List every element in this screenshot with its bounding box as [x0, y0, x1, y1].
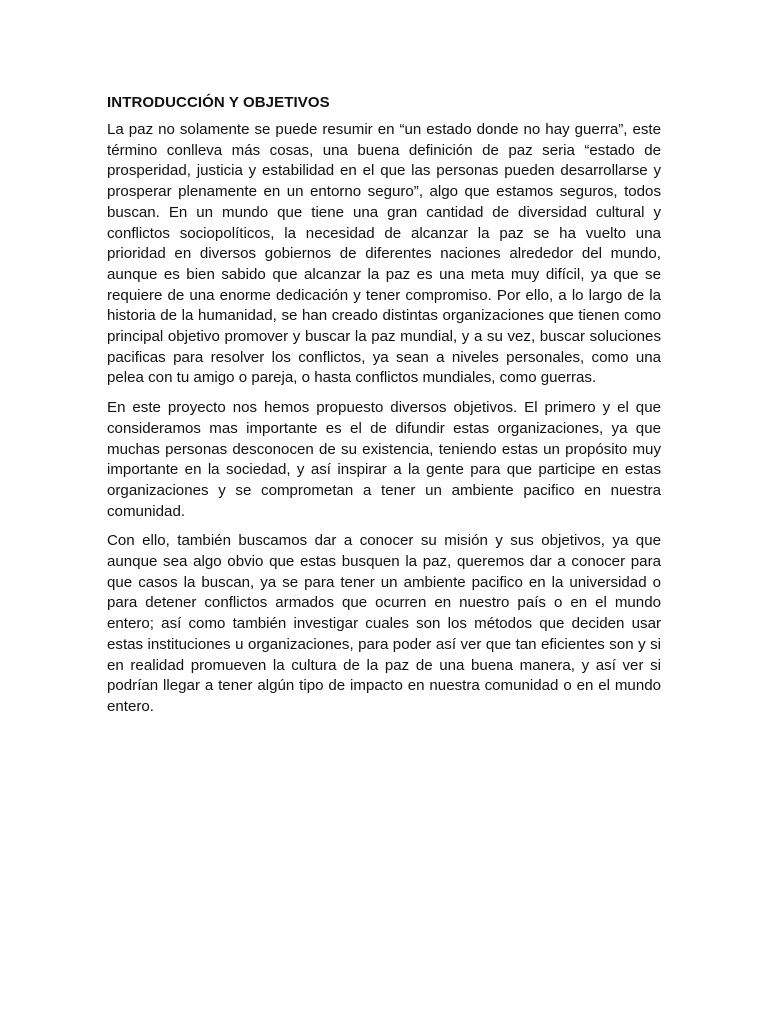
section-heading: INTRODUCCIÓN Y OBJETIVOS	[107, 94, 330, 111]
paragraph-objectives: En este proyecto nos hemos propuesto diversos objetivos. El primero y el que consideramos mas importante es el de difundir estas organizaciones, ya que muchas personas desconocen de su existencia, teniendo estas un propósito muy importante en la sociedad, y así inspirar a la gente para que participe en estas organizaciones y se comprometan a tener un ambiente pacifico en nuestra comunidad.	[107, 399, 661, 520]
document-page	[107, 94, 661, 727]
paragraph-intro: La paz no solamente se puede resumir en “un estado donde no hay guerra”, este término conlleva más cosas, una buena definición de paz seria “estado de prosperidad, justicia y estabilidad en el que las personas pueden desarrollarse y prosperar plenamente en un entorno seguro”, algo que estamos seguros, todos buscan. En un mundo que tiene una gran cantidad de diversidad cultural y conflictos sociopolíticos, la necesidad de alcanzar la paz se ha vuelto una prioridad en diversos gobiernos de diferentes naciones alrededor del mundo, aunque es bien sabido que alcanzar la paz es una meta muy difícil, ya que se requiere de una enorme dedicación y tener compromiso. Por ello, a lo largo de la historia de la humanidad, se han creado distintas organizaciones que tienen como principal objetivo promover y buscar la paz mundial, y a su vez, buscar soluciones pacificas para resolver los conflictos, ya sean a niveles personales, como una pelea con tu amigo o pareja, o hasta conflictos mundiales, como guerras.	[107, 121, 661, 387]
paragraph-mission: Con ello, también buscamos dar a conocer su misión y sus objetivos, ya que aunque sea algo obvio que estas busquen la paz, queremos dar a conocer para que casos la buscan, ya se para tener un ambiente pacifico en la universidad o para detener conflictos armados que ocurren en nuestro país o en el mundo entero; así como también investigar cuales son los métodos que deciden usar estas instituciones u organizaciones, para poder así ver que tan eficientes son y si en realidad promueven la cultura de la paz de una buena manera, y así ver si podrían llegar a tener algún tipo de impacto en nuestra comunidad o en el mundo entero.	[107, 532, 661, 715]
